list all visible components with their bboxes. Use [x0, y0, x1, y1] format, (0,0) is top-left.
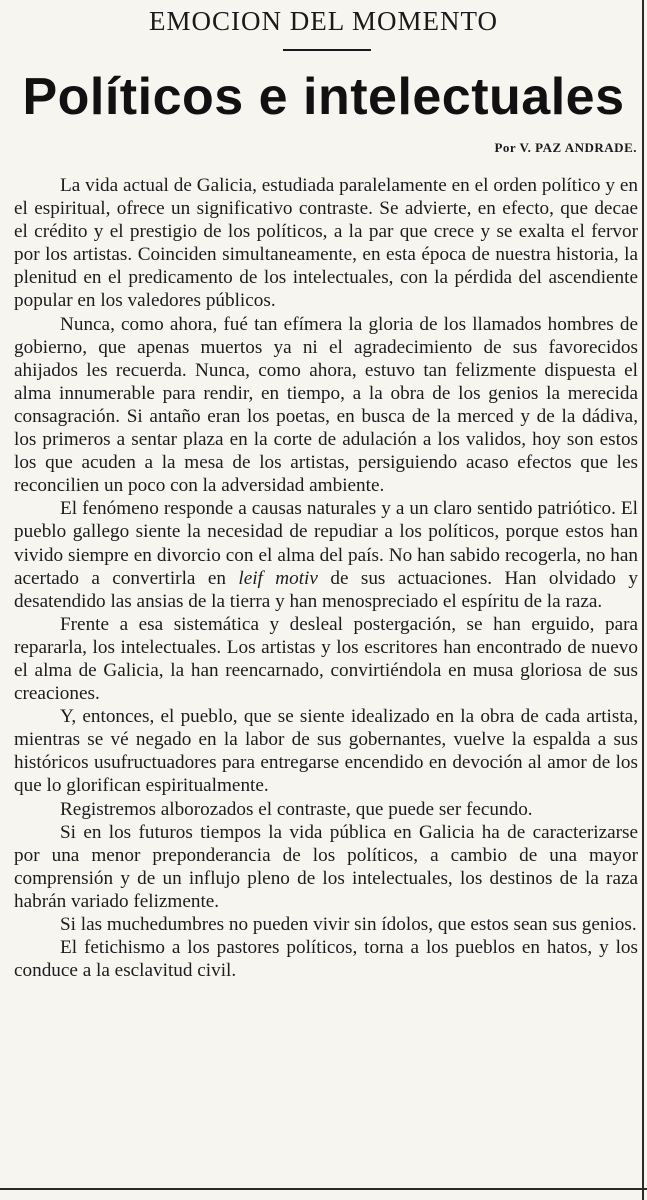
paragraph-5: Y, entonces, el pueblo, que se siente idealizado en la obra de cada artista, mientras se vé negado en la labor de sus gobernantes, vuelve la espalda a sus históricos usufructuadores para entregarse encendido en devoción al amor de los que lo glorifican espiritualmente. [14, 706, 638, 797]
section-divider [283, 49, 371, 51]
paragraph-2: Nunca, como ahora, fué tan efímera la gloria de los llamados hombres de gobierno, que apenas muertos ya ni el agradecimiento de sus favorecidos ahijados les recuerda. Nunca, como ahora, estuvo tan felizmente dispuesta el alma innumerable para rendir, en tiempo, a la obra de los genios la merecida consagración. Si antaño eran los poetas, en busca de la merced y de la dádiva, los primeros a sentar plaza en la corte de adulación a los validos, hoy son estos los que acuden a la mesa de los artistas, persiguiendo acaso efectos que les reconcilien un poco con la adversidad ambiente. [14, 313, 638, 497]
article-body [14, 174, 638, 982]
paragraph-3-text-a: El fenómeno responde a causas naturales y a un claro sentido patriótico. El pueblo gallego siente la necesidad de repudiar a los políticos, porque estos han vivido siempre en divorcio con el alma del país. No han sabido recogerla, no han acertado a convertirla en [14, 498, 638, 589]
section-heading: EMOCION DEL MOMENTO [149, 6, 498, 36]
paragraph-7: Si en los futuros tiempos la vida pública en Galicia ha de caracterizarse por una menor preponderancia de los políticos, a cambio de una mayor comprensión y de un influjo pleno de los intelectuales, los destinos de la raza habrán variado felizmente. [14, 821, 638, 912]
paragraph-4: Frente a esa sistemática y desleal postergación, se han erguido, para repararla, los intelectuales. Los artistas y los escritores han encontrado de nuevo el alma de Galicia, la han reencarnado, convirtiéndola en musa gloriosa de sus creaciones. [14, 613, 638, 705]
paragraph-3-italic-phrase: leif motiv [238, 567, 318, 589]
article-byline: Por V. PAZ ANDRADE. [494, 140, 637, 155]
paragraph-9: El fetichismo a los pastores políticos, torna a los pueblos en hatos, y los conduce a la esclavitud civil. [14, 937, 638, 982]
paragraph-1: La vida actual de Galicia, estudiada paralelamente en el orden político y en el espiritual, ofrece un significativo contraste. Se advierte, en efecto, que decae el crédito y el prestigio de los políticos, a la par que crece y se exalta el fervor por los artistas. Coinciden simultaneamente, en esta época de nuestra historia, la plenitud en el predicamento de los intelectuales, con la pérdida del ascendiente popular en los valedores públicos. [14, 175, 638, 312]
paragraph-8: Si las muchedumbres no pueden vivir sin ídolos, que estos sean sus genios. [60, 914, 637, 935]
column-rule-bottom [0, 1188, 647, 1190]
paragraph-3-text-b: de sus actuaciones. Han olvidado y desatendido las ansias de la tierra y han menospreciado el espíritu de la raza. [14, 567, 639, 612]
paragraph-6: Registremos alborozados el contraste, que puede ser fecundo. [60, 798, 533, 820]
column-rule-right [642, 0, 644, 1200]
article-headline: Políticos e intelectuales [22, 68, 625, 126]
paragraph-3 [14, 497, 638, 612]
